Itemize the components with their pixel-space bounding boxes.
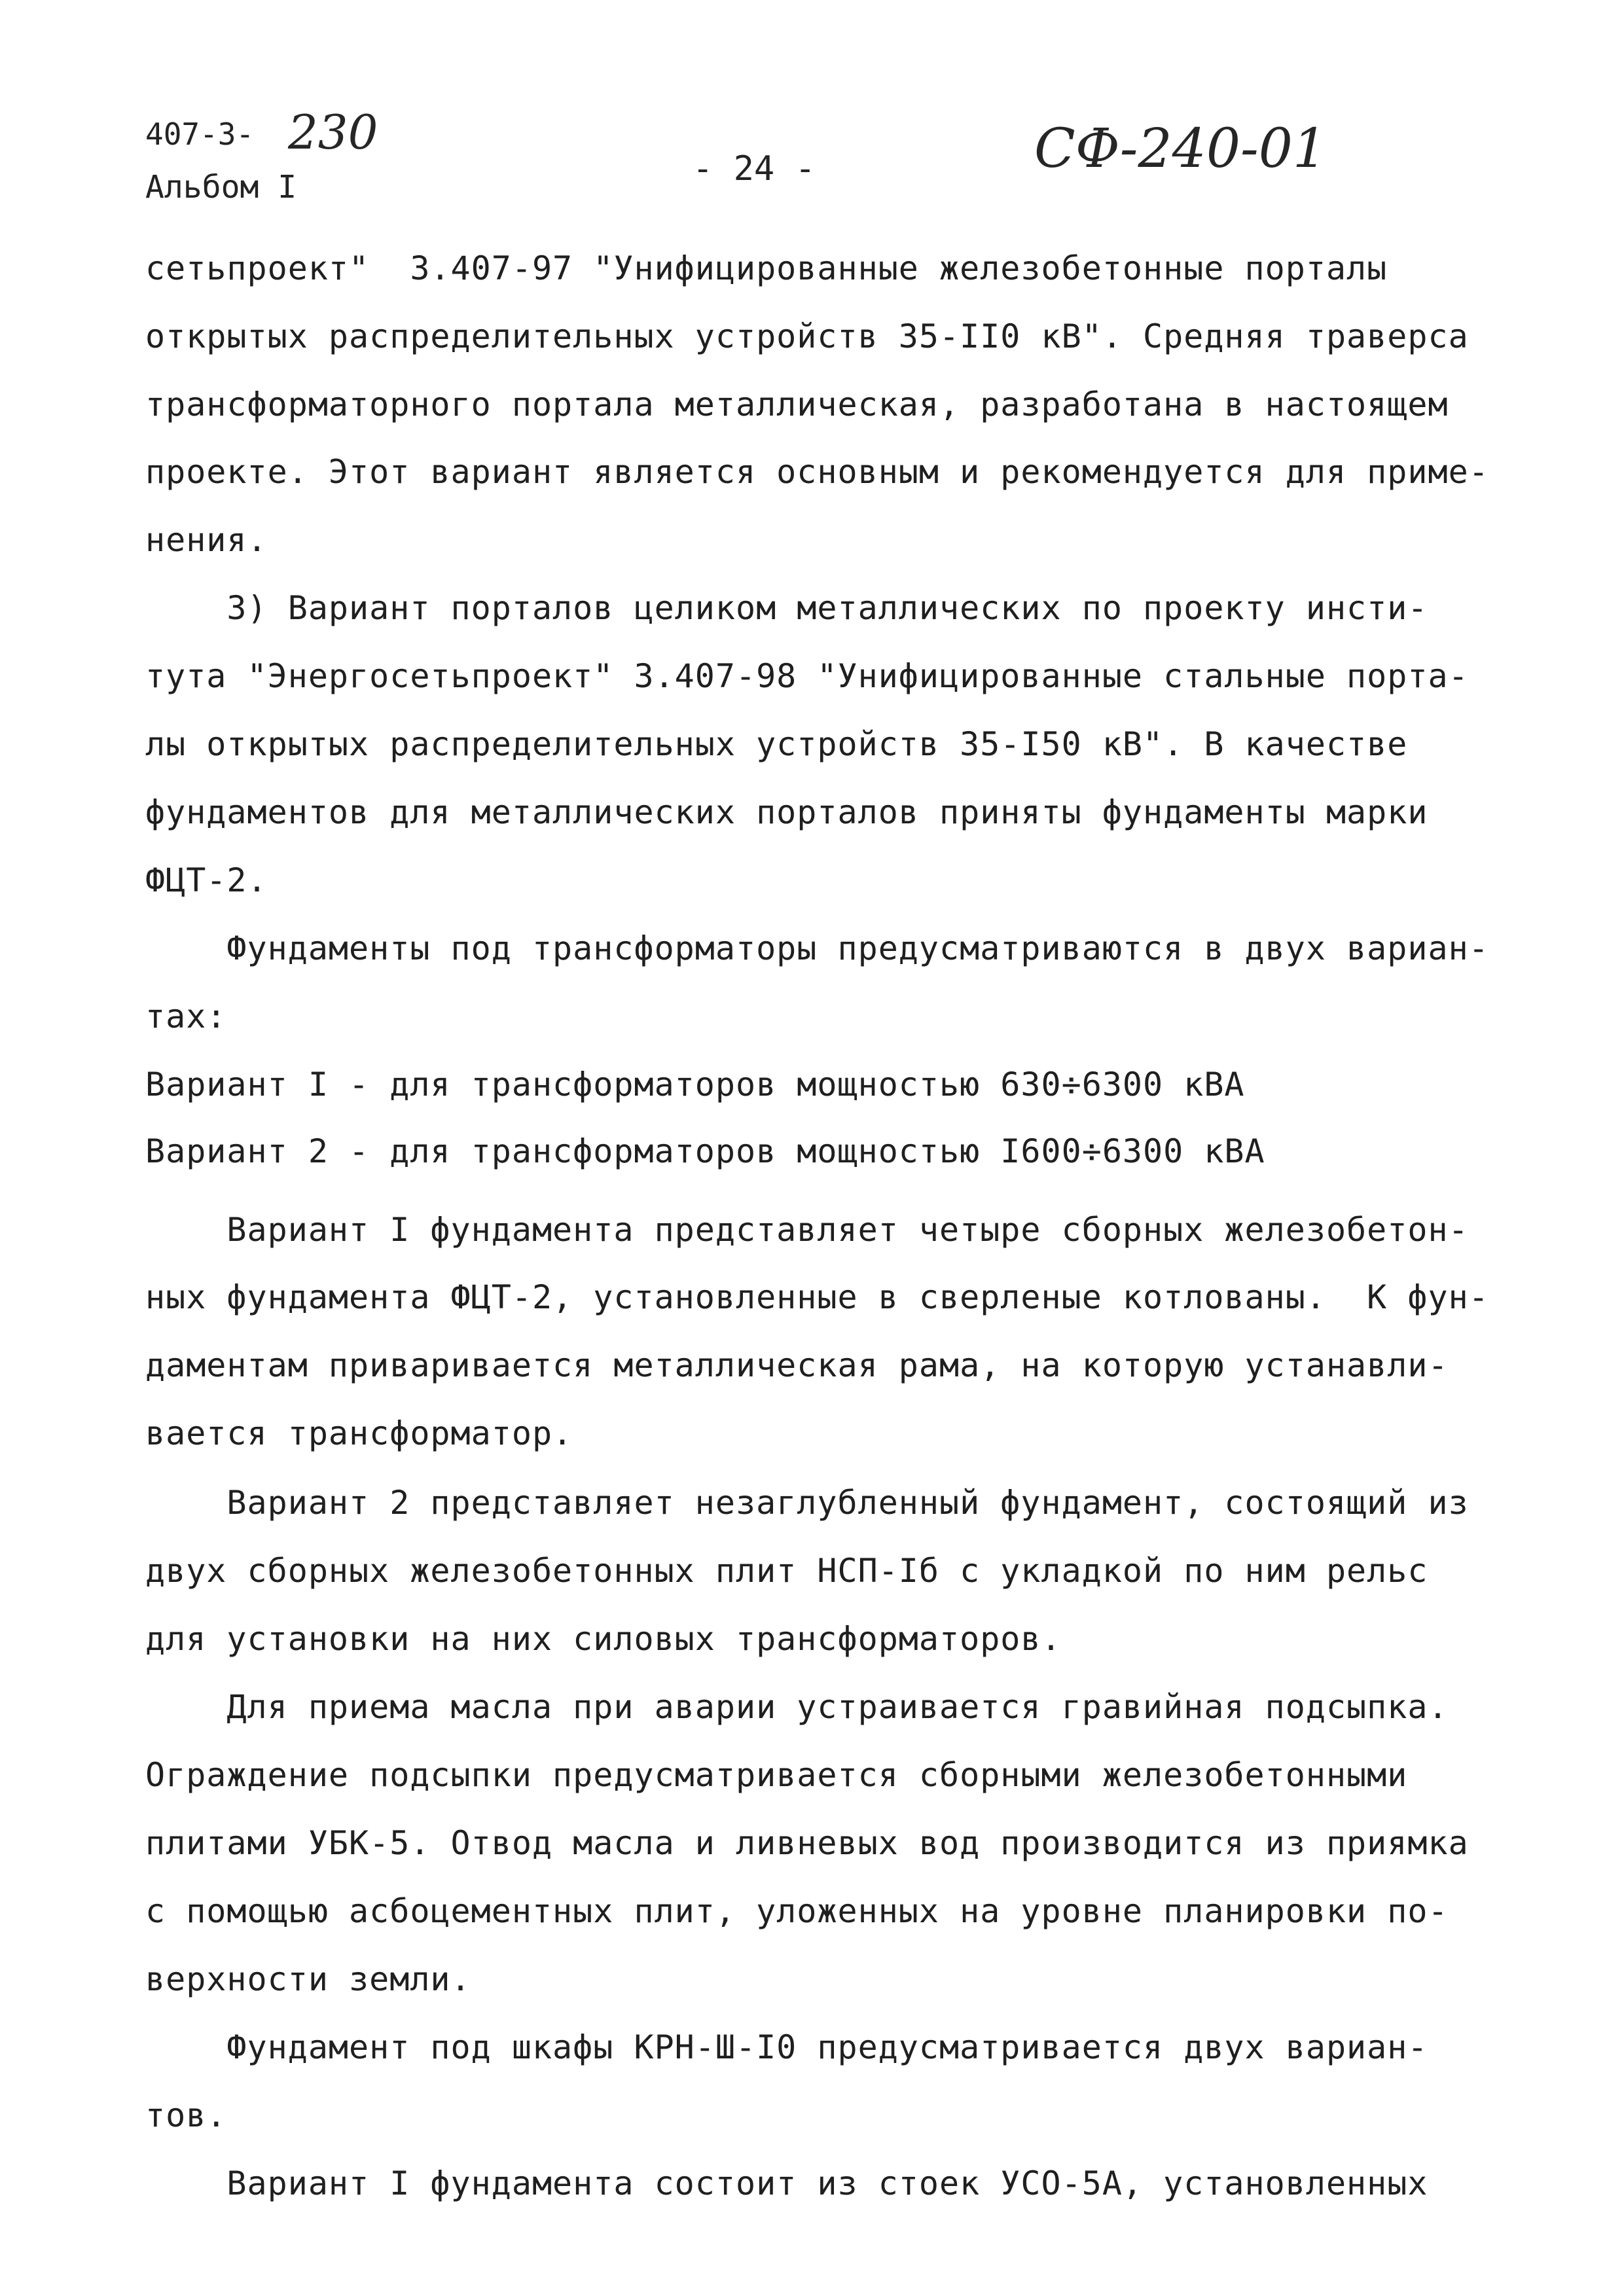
- text-line: с помощью асбоцементных плит, уложенных на уровне планировки по-: [145, 1892, 1449, 1930]
- text-line: Фундаменты под трансформаторы предусматриваются в двух вариан-: [145, 929, 1489, 967]
- document-code-prefix: 407-3-: [145, 117, 255, 152]
- album-label: Альбом I: [145, 169, 297, 206]
- text-line: Вариант 2 представляет незаглубленный фундамент, состоящий из: [145, 1484, 1469, 1522]
- document-code-handwritten: 230: [288, 105, 378, 160]
- text-line: для установки на них силовых трансформаторов.: [145, 1620, 1062, 1658]
- text-line: нения.: [145, 521, 268, 559]
- text-line: вается трансформатор.: [145, 1414, 573, 1452]
- text-line: верхности земли.: [145, 1960, 471, 1998]
- text-line: ных фундамента ФЦТ-2, установленные в сверленые котлованы. К фун-: [145, 1278, 1489, 1316]
- text-line: ФЦТ-2.: [145, 861, 268, 899]
- text-line: тах:: [145, 997, 227, 1035]
- text-line: проекте. Этот вариант является основным и рекомендуется для приме-: [145, 453, 1489, 491]
- text-line: двух сборных железобетонных плит НСП-Iб с укладкой по ним рельс: [145, 1552, 1428, 1590]
- text-line: открытых распределительных устройств 35-II0 кВ". Средняя траверса: [145, 317, 1469, 355]
- text-line: Вариант I - для трансформаторов мощностью 630÷6300 кВА: [145, 1066, 1245, 1103]
- text-line: фундаментов для металлических порталов приняты фундаменты марки: [145, 793, 1428, 831]
- text-line: Вариант I фундамента представляет четыре сборных железобетон-: [145, 1211, 1469, 1249]
- text-line: даментам приваривается металлическая рама, на которую устанавли-: [145, 1346, 1449, 1384]
- text-line: сетьпроект" 3.407-97 "Унифицированные железобетонные порталы: [145, 249, 1388, 287]
- page-number: - 24 -: [693, 149, 816, 188]
- text-line: лы открытых распределительных устройств 35-I50 кВ". В качестве: [145, 725, 1408, 763]
- text-line: Вариант I фундамента состоит из стоек УСО-5А, установленных: [145, 2164, 1428, 2202]
- text-line: тута "Энергосетьпроект" 3.407-98 "Унифицированные стальные порта-: [145, 657, 1469, 695]
- text-line: Вариант 2 - для трансформаторов мощностью I600÷6300 кВА: [145, 1132, 1265, 1170]
- doc-code-handwritten: СФ-240-01: [1034, 118, 1327, 180]
- text-line: Ограждение подсыпки предусматривается сборными железобетонными: [145, 1756, 1408, 1794]
- text-line: трансформаторного портала металлическая, разработана в настоящем: [145, 386, 1449, 423]
- text-line: плитами УБК-5. Отвод масла и ливневых вод производится из приямка: [145, 1824, 1469, 1862]
- text-line: Для приема масла при аварии устраивается гравийная подсыпка.: [145, 1688, 1449, 1726]
- text-line: Фундамент под шкафы КРН-Ш-I0 предусматривается двух вариан-: [145, 2028, 1428, 2066]
- text-line: 3) Вариант порталов целиком металлических по проекту инсти-: [145, 589, 1428, 627]
- text-line: тов.: [145, 2096, 227, 2134]
